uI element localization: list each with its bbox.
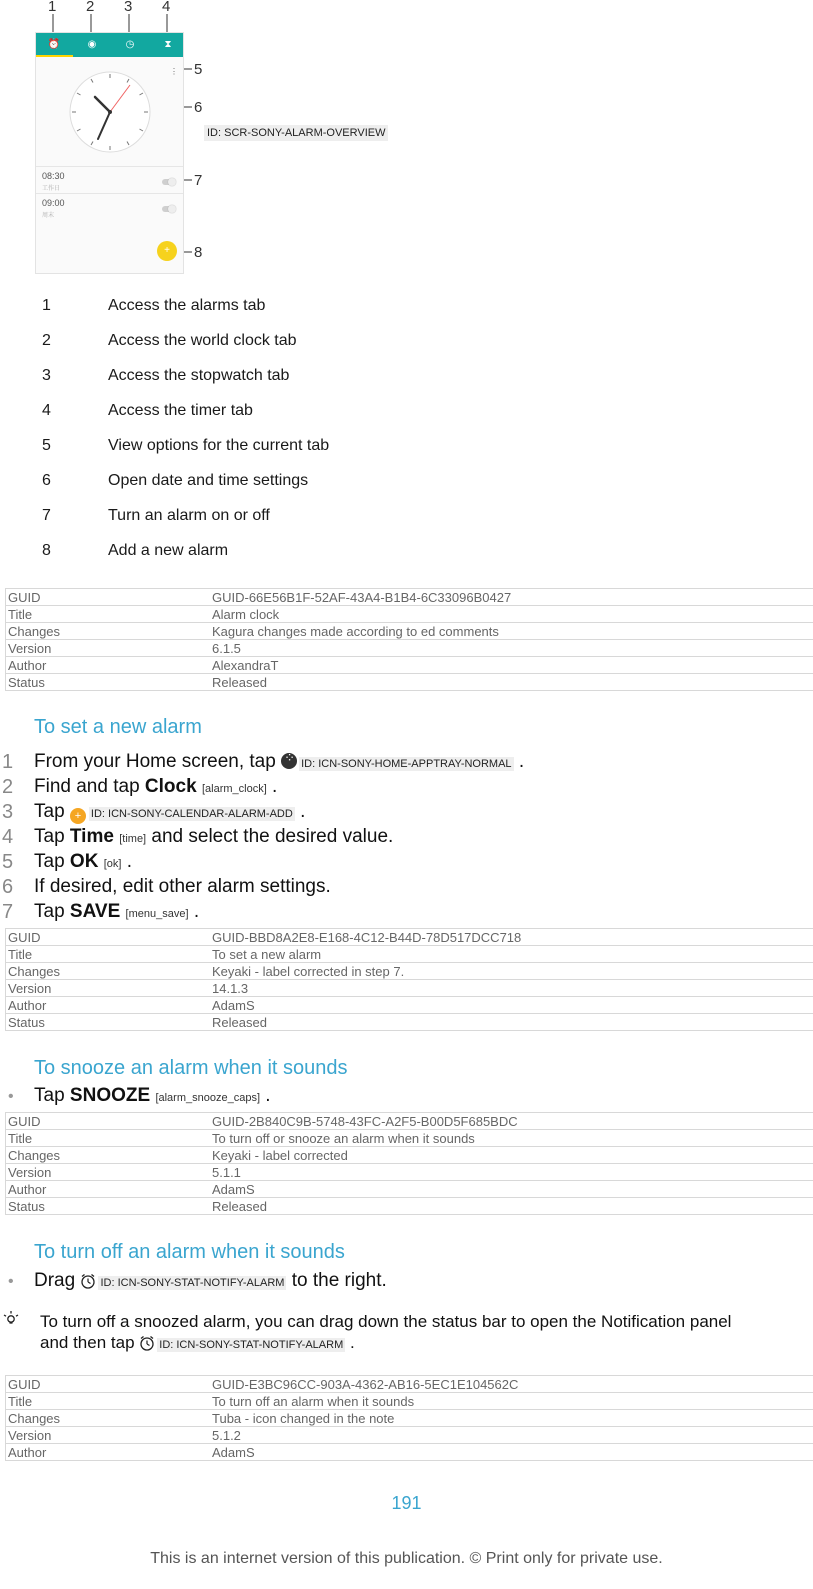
- string-tag: [alarm_snooze_caps]: [155, 1092, 260, 1104]
- meta-status: Released: [212, 675, 267, 690]
- icon-id-chip: ID: ICN-SONY-HOME-APPTRAY-NORMAL: [301, 758, 512, 770]
- meta-version: 5.1.1: [212, 1165, 241, 1180]
- meta-version: 6.1.5: [212, 641, 241, 656]
- step-text: .: [272, 776, 278, 797]
- metadata-table: [5, 588, 813, 691]
- meta-key: GUID: [8, 590, 41, 605]
- drag-step: [34, 1270, 387, 1292]
- add-alarm-button[interactable]: +: [157, 241, 177, 261]
- alarm-time: 08:30: [42, 171, 65, 181]
- callout-1: 1: [48, 0, 57, 15]
- meta-key: Author: [8, 1182, 47, 1197]
- icon-id-chip: ID: ICN-SONY-STAT-NOTIFY-ALARM: [100, 1277, 285, 1289]
- alarm-tab-icon[interactable]: ⏰: [47, 39, 61, 50]
- section-heading: To snooze an alarm when it sounds: [34, 1057, 348, 1079]
- meta-status: Released: [212, 1199, 267, 1214]
- step-text: Tap: [34, 901, 65, 922]
- ui-label: OK: [69, 851, 99, 872]
- figure-id: ID: SCR-SONY-ALARM-OVERVIEW: [204, 125, 388, 141]
- meta-key: Title: [8, 1131, 33, 1146]
- meta-key: Changes: [8, 964, 61, 979]
- alarm-clock-icon: [139, 1335, 155, 1351]
- list-num: 8: [42, 542, 51, 559]
- meta-key: Changes: [8, 1411, 61, 1426]
- tab-bar: [36, 33, 183, 57]
- meta-key: GUID: [8, 1114, 41, 1129]
- step-number: 3: [2, 801, 14, 823]
- section-heading: To set a new alarm: [34, 716, 202, 738]
- list-text: Access the world clock tab: [108, 332, 297, 349]
- meta-key: Title: [8, 1394, 33, 1409]
- callout-6: 6: [194, 99, 203, 116]
- footer-notice: This is an internet version of this publication. © Print only for private use.: [150, 1550, 663, 1567]
- icon-id-chip: ID: ICN-SONY-CALENDAR-ALARM-ADD: [90, 808, 293, 820]
- ui-label: Time: [69, 826, 114, 847]
- lightbulb-icon: [2, 1310, 20, 1328]
- tip-line-2: [40, 1333, 355, 1353]
- metadata-table: [5, 1375, 813, 1461]
- step-7: [34, 901, 199, 923]
- metadata-table: [5, 1112, 813, 1215]
- tab-indicator: [36, 55, 73, 57]
- list-num: 5: [42, 437, 51, 454]
- alarm-repeat: 工作日: [42, 186, 61, 192]
- bullet: •: [8, 1273, 14, 1290]
- step-number: 1: [2, 751, 14, 773]
- callout-3: 3: [124, 0, 133, 15]
- meta-key: Version: [8, 981, 52, 996]
- meta-author: AdamS: [212, 1182, 255, 1197]
- icon-id-chip: ID: ICN-SONY-STAT-NOTIFY-ALARM: [159, 1339, 344, 1351]
- step-text: From your Home screen, tap: [34, 751, 276, 772]
- list-text: Access the timer tab: [108, 402, 253, 419]
- string-tag: [time]: [119, 833, 147, 845]
- meta-guid: GUID-66E56B1F-52AF-43A4-B1B4-6C33096B0427: [212, 590, 512, 605]
- step-6: If desired, edit other alarm settings.: [34, 876, 331, 897]
- overflow-menu-icon[interactable]: ⋮: [170, 67, 178, 76]
- step-number: 7: [2, 901, 14, 923]
- step-1: [34, 751, 524, 773]
- step-2: [34, 776, 277, 798]
- meta-guid: GUID-BBD8A2E8-E168-4C12-B44D-78D517DCC718: [212, 930, 522, 945]
- step-4: [34, 826, 393, 848]
- step-text: .: [265, 1085, 271, 1106]
- string-tag: [menu_save]: [125, 908, 189, 920]
- step-text: Tap: [34, 801, 65, 822]
- tip-line-1: To turn off a snoozed alarm, you can drag down the status bar to open the Notification panel: [40, 1312, 732, 1331]
- step-number: 6: [2, 876, 14, 898]
- alarm-repeat: 周末: [42, 213, 55, 219]
- alarm-item[interactable]: [36, 193, 183, 226]
- meta-key: Status: [8, 1199, 45, 1214]
- list-num: 1: [42, 297, 51, 314]
- step-5: [34, 851, 132, 873]
- meta-author: AlexandraT: [212, 658, 279, 673]
- meta-changes: Keyaki - label corrected: [212, 1148, 348, 1163]
- list-text: Add a new alarm: [108, 542, 229, 559]
- meta-key: Status: [8, 1015, 45, 1030]
- app-tray-icon: [281, 753, 297, 769]
- step-text: Tap: [34, 826, 65, 847]
- callout-2: 2: [86, 0, 95, 15]
- meta-key: GUID: [8, 1377, 41, 1392]
- meta-changes: Kagura changes made according to ed comments: [212, 624, 499, 639]
- tip-text: .: [349, 1333, 355, 1352]
- meta-title: Alarm clock: [212, 607, 280, 622]
- meta-key: Version: [8, 1165, 52, 1180]
- step-number: 4: [2, 826, 14, 848]
- meta-key: Status: [8, 675, 45, 690]
- list-text: Open date and time settings: [108, 472, 309, 489]
- meta-key: Author: [8, 658, 47, 673]
- alarm-toggle[interactable]: [162, 206, 174, 212]
- step-text: and select the desired value.: [151, 826, 394, 847]
- step-text: .: [126, 851, 132, 872]
- analog-clock[interactable]: [67, 69, 153, 155]
- callout-8: 8: [194, 244, 203, 261]
- ui-label: SNOOZE: [69, 1085, 151, 1106]
- callout-4: 4: [162, 0, 171, 15]
- list-num: 4: [42, 402, 51, 419]
- callout-7: 7: [194, 172, 203, 189]
- meta-changes: Keyaki - label corrected in step 7.: [212, 964, 405, 979]
- meta-key: Author: [8, 1445, 47, 1460]
- meta-guid: GUID-2B840C9B-5748-43FC-A2F5-B00D5F685BDC: [212, 1114, 518, 1129]
- hourglass-icon[interactable]: ⧗: [164, 39, 172, 50]
- meta-key: Changes: [8, 1148, 61, 1163]
- globe-icon[interactable]: ◉: [87, 39, 97, 50]
- meta-guid: GUID-E3BC96CC-903A-4362-AB16-5EC1E104562C: [212, 1377, 519, 1392]
- ui-label: Clock: [144, 776, 197, 797]
- list-num: 7: [42, 507, 51, 524]
- string-tag: [alarm_clock]: [201, 783, 267, 795]
- list-num: 6: [42, 472, 51, 489]
- step-text: Tap: [34, 851, 65, 872]
- meta-key: Version: [8, 1428, 52, 1443]
- meta-author: AdamS: [212, 1445, 255, 1460]
- string-tag: [ok]: [103, 858, 122, 870]
- bullet: •: [8, 1088, 14, 1105]
- list-text: View options for the current tab: [108, 437, 330, 454]
- tip-text: and then tap: [40, 1333, 135, 1352]
- list-text: Turn an alarm on or off: [108, 507, 270, 524]
- phone-screen: [35, 32, 184, 274]
- step-text: .: [193, 901, 200, 922]
- meta-key: Title: [8, 947, 33, 962]
- section-heading: To turn off an alarm when it sounds: [34, 1241, 345, 1263]
- alarm-toggle[interactable]: [162, 179, 174, 185]
- meta-title: To turn off or snooze an alarm when it sounds: [212, 1131, 475, 1146]
- meta-author: AdamS: [212, 998, 255, 1013]
- ui-label: SAVE: [69, 901, 121, 922]
- page-number: 191: [391, 1493, 422, 1513]
- list-text: Access the stopwatch tab: [108, 367, 290, 384]
- step-number: 2: [2, 776, 14, 798]
- meta-key: Changes: [8, 624, 61, 639]
- step-text: .: [518, 751, 525, 772]
- meta-status: Released: [212, 1015, 267, 1030]
- list-num: 3: [42, 367, 51, 384]
- step-text: to the right.: [291, 1270, 387, 1291]
- step-number: 5: [2, 851, 14, 873]
- meta-key: GUID: [8, 930, 41, 945]
- step-text: Drag: [34, 1270, 76, 1291]
- stopwatch-icon[interactable]: ◷: [125, 39, 135, 50]
- meta-key: Version: [8, 641, 52, 656]
- alarm-clock-icon: [80, 1273, 96, 1289]
- step-text: Tap: [34, 1085, 65, 1106]
- meta-version: 5.1.2: [212, 1428, 241, 1443]
- step-text: Find and tap: [34, 776, 140, 797]
- meta-version: 14.1.3: [212, 981, 249, 996]
- meta-key: Title: [8, 607, 33, 622]
- meta-changes: Tuba - icon changed in the note: [212, 1411, 395, 1426]
- add-alarm-icon: +: [70, 808, 86, 824]
- metadata-table: [5, 928, 813, 1031]
- list-text: Access the alarms tab: [108, 297, 266, 314]
- meta-title: To set a new alarm: [212, 947, 322, 962]
- meta-key: Author: [8, 998, 47, 1013]
- alarm-time: 09:00: [42, 198, 65, 208]
- list-num: 2: [42, 332, 51, 349]
- callout-5: 5: [194, 61, 203, 78]
- step-text: .: [300, 801, 306, 822]
- snooze-step: [34, 1085, 271, 1107]
- meta-title: To turn off an alarm when it sounds: [212, 1394, 415, 1409]
- step-3: [34, 801, 305, 824]
